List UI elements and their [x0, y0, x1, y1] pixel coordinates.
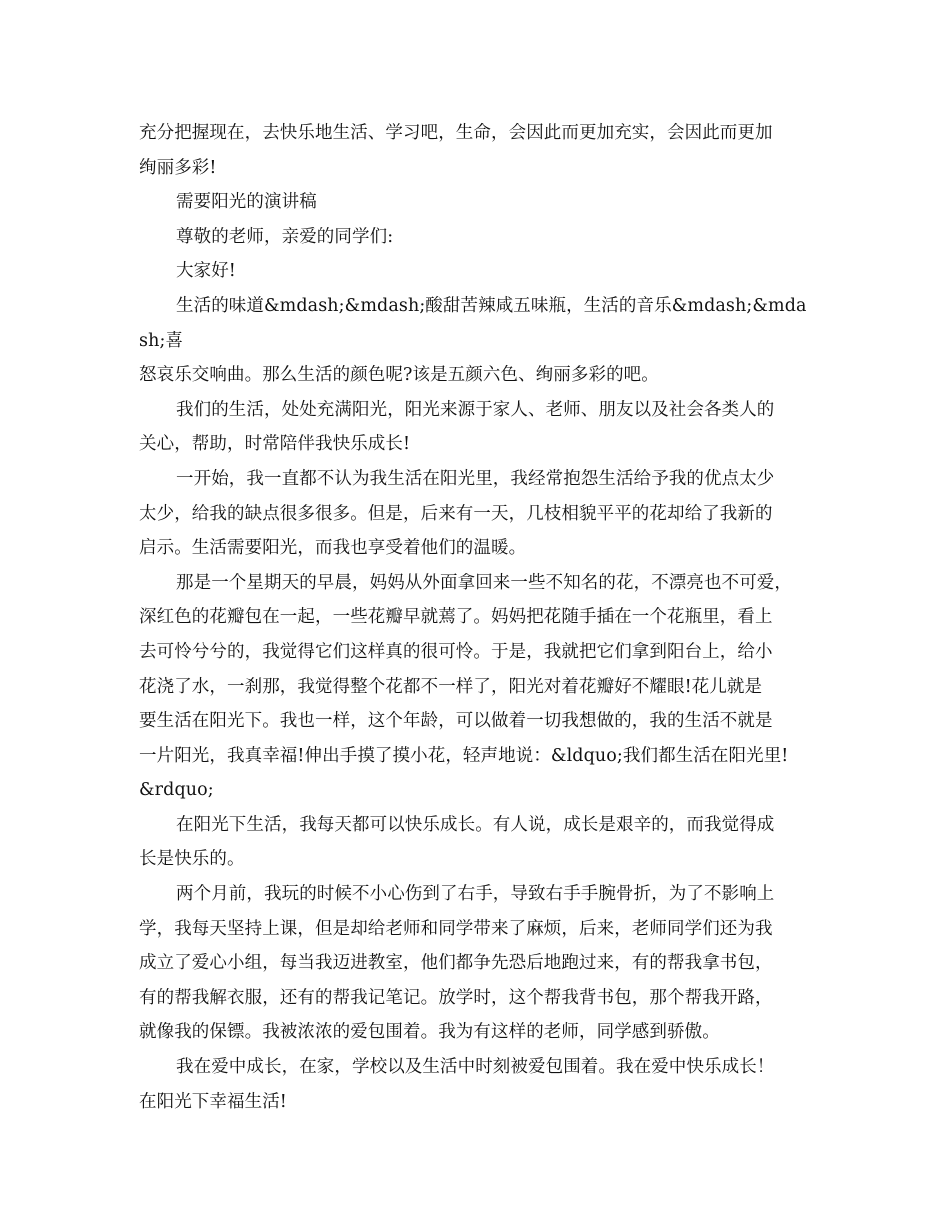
paragraph-line: 一片阳光，我真幸福!伸出手摸了摸小花，轻声地说：&ldquo;我们都生活在阳光里! — [139, 745, 789, 766]
paragraph — [139, 808, 815, 877]
paragraph — [139, 289, 815, 393]
paragraph-line: 绚丽多彩! — [139, 157, 217, 178]
paragraph-line: 大家好! — [176, 261, 236, 282]
paragraph-line: 需要阳光的演讲稿 — [176, 192, 317, 213]
paragraph-line: 去可怜兮兮的，我觉得它们这样真的很可怜。于是，我就把它们拿到阳台上，给小 — [139, 641, 773, 662]
paragraph-line: 深红色的花瓣包在一起，一些花瓣早就蔫了。妈妈把花随手插在一个花瓶里，看上 — [139, 607, 773, 628]
paragraph-line: 在阳光下幸福生活! — [139, 1091, 287, 1112]
paragraph-line: 充分把握现在，去快乐地生活、学习吧，生命，会因此而更加充实，会因此而更加 — [139, 123, 773, 143]
paragraph-line: 怒哀乐交响曲。那么生活的颜色呢?该是五颜六色、绚丽多彩的吧。 — [139, 365, 659, 386]
paragraph-line: 就像我的保镖。我被浓浓的爱包围着。我为有这样的老师，同学感到骄傲。 — [139, 1022, 720, 1043]
paragraph — [139, 393, 815, 462]
paragraph-line: 我在爱中成长，在家，学校以及生活中时刻被爱包围着。我在爱中快乐成长！ — [176, 1057, 775, 1078]
paragraph-line: 一开始，我一直都不认为我生活在阳光里，我经常抱怨生活给予我的优点太少 — [176, 468, 775, 489]
paragraph-line: 尊敬的老师，亲爱的同学们: — [176, 226, 394, 247]
paragraph — [139, 116, 815, 185]
paragraph-line: 花浇了水，一刹那，我觉得整个花都不一样了，阳光对着花瓣好不耀眼!花儿就是 — [139, 676, 763, 697]
paragraph-line: 长是快乐的。 — [139, 849, 245, 870]
paragraph-line: 太少，给我的缺点很多很多。但是，后来有一天，几枝相貌平平的花却给了我新的 — [139, 503, 773, 524]
paragraph-line: 有的帮我解衣服，还有的帮我记笔记。放学时，这个帮我背书包，那个帮我开路， — [139, 987, 773, 1008]
paragraph — [139, 220, 815, 255]
paragraph — [139, 877, 815, 1050]
paragraph-line: 启示。生活需要阳光，而我也享受着他们的温暖。 — [139, 538, 527, 559]
paragraph-line: 我们的生活，处处充满阳光，阳光来源于家人、老师、朋友以及社会各类人的 — [176, 399, 775, 420]
paragraph — [139, 254, 815, 289]
paragraph-line: 生活的味道&mdash;&mdash;酸甜苦辣咸五味瓶，生活的音乐&mdash;&mdash;喜 — [139, 295, 807, 351]
paragraph — [139, 185, 815, 220]
paragraph — [139, 566, 815, 808]
paragraph — [139, 462, 815, 566]
paragraph-line: &rdquo; — [139, 780, 214, 801]
paragraph-line: 两个月前，我玩的时候不小心伤到了右手，导致右手手腕骨折，为了不影响上 — [176, 884, 775, 905]
paragraph-line: 学，我每天坚持上课，但是却给老师和同学带来了麻烦，后来，老师同学们还为我 — [139, 918, 773, 939]
paragraph — [139, 1050, 815, 1119]
paragraph-line: 成立了爱心小组，每当我迈进教室，他们都争先恐后地跑过来，有的帮我拿书包， — [139, 953, 773, 974]
paragraph-line: 要生活在阳光下。我也一样，这个年龄，可以做着一切我想做的，我的生活不就是 — [139, 711, 773, 732]
paragraph-line: 关心，帮助，时常陪伴我快乐成长! — [139, 434, 411, 455]
document-body — [139, 116, 815, 1119]
paragraph-line: 那是一个星期天的早晨，妈妈从外面拿回来一些不知名的花，不漂亮也不可爱， — [176, 572, 792, 593]
paragraph-line: 在阳光下生活，我每天都可以快乐成长。有人说，成长是艰辛的，而我觉得成 — [176, 814, 775, 835]
